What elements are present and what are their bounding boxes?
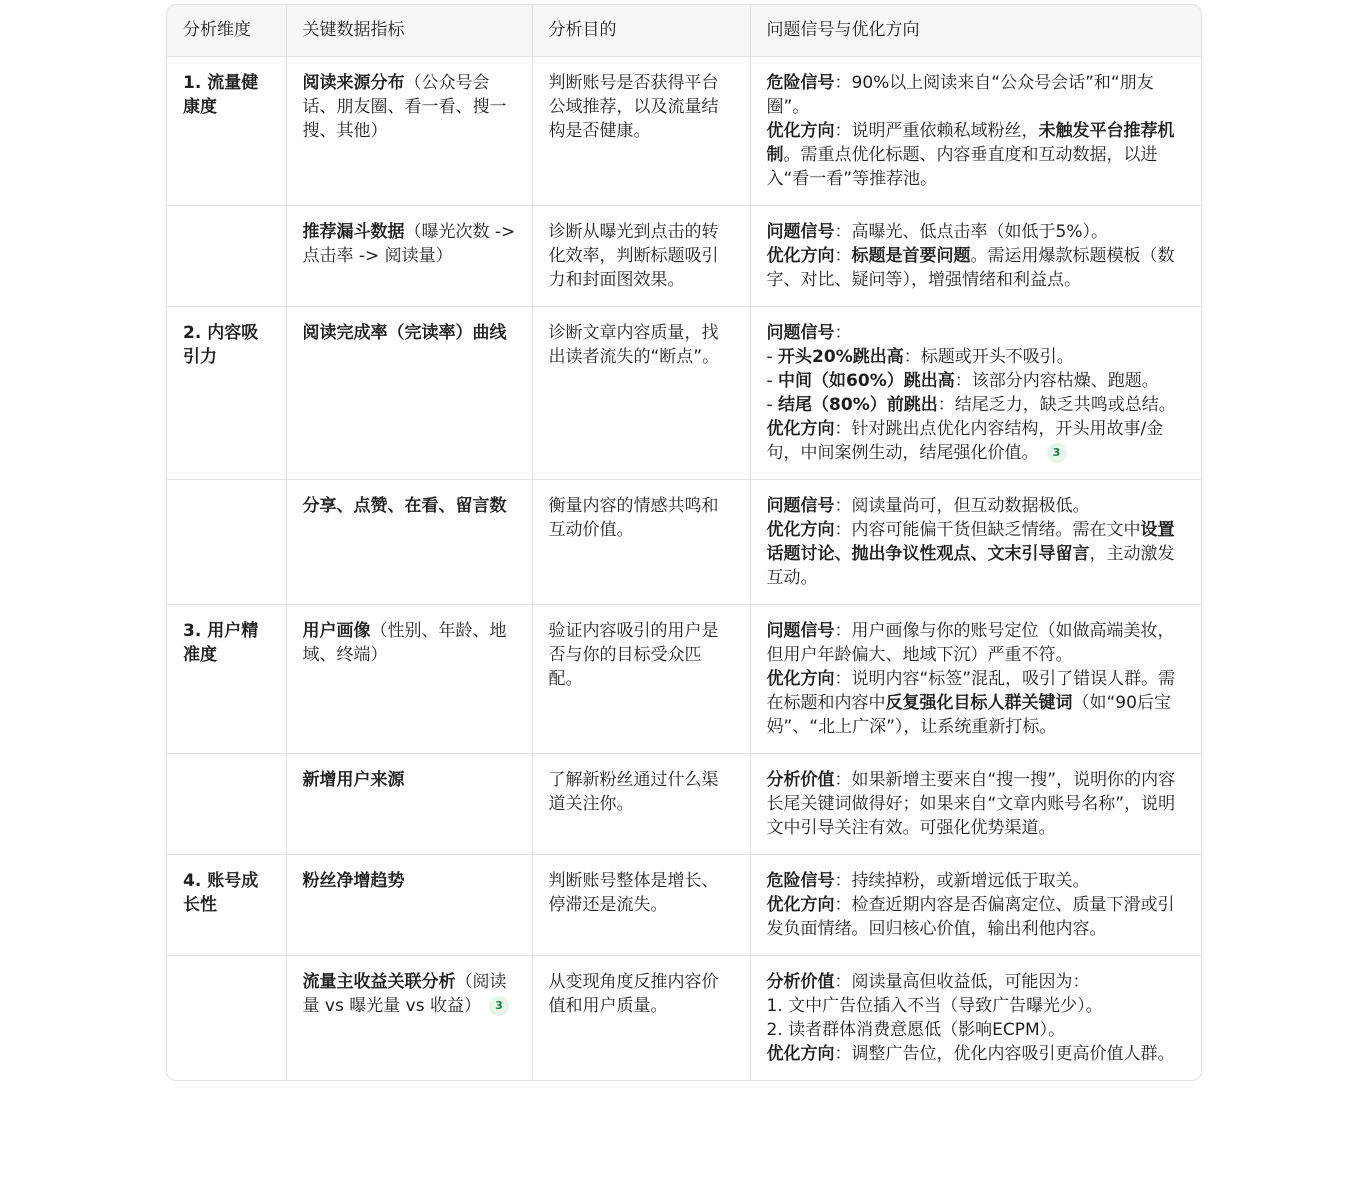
table-body xyxy=(167,56,1201,1080)
signal-text: ，主动激发互动。 xyxy=(766,543,1175,588)
metric-cell xyxy=(286,955,532,1080)
dimension-cell xyxy=(167,56,286,205)
signal-line xyxy=(767,321,1186,345)
signal-keyword: 危险信号 xyxy=(766,870,835,891)
dimension-cell xyxy=(167,604,286,753)
signal-keyword: 优化方向 xyxy=(766,245,835,266)
signal-text: ：针对跳出点优化内容结构，开头用故事/金句，中间案例生动，结尾强化价值。 xyxy=(766,418,1164,463)
metric-name: 流量主收益关联分析 xyxy=(302,971,456,992)
table-row xyxy=(167,854,1201,955)
signal-text: ：阅读量尚可，但互动数据极低。 xyxy=(834,495,1090,516)
metric-name: 分享、点赞、在看、留言数 xyxy=(302,495,507,516)
signal-text: ：检查近期内容是否偏离定位、质量下滑或引发负面情绪。回归核心价值，输出利他内容。 xyxy=(766,894,1175,939)
signal-cell xyxy=(750,205,1201,306)
signal-line xyxy=(767,1018,1186,1042)
dimension-cell xyxy=(167,955,286,1080)
signal-line xyxy=(767,1042,1186,1066)
dimension-cell xyxy=(167,479,286,604)
signal-line xyxy=(767,417,1186,465)
signal-keyword: 分析价值 xyxy=(766,769,835,790)
metric-cell xyxy=(286,306,532,479)
signal-cell xyxy=(750,306,1201,479)
signal-line xyxy=(767,893,1186,941)
signal-cell xyxy=(750,479,1201,604)
citation-badge[interactable]: 3 xyxy=(1047,443,1067,463)
metric-cell xyxy=(286,479,532,604)
signal-text: - xyxy=(766,346,779,367)
signal-text: ：说明严重依赖私域粉丝， xyxy=(834,120,1039,141)
signal-keyword: 优化方向 xyxy=(766,668,835,689)
metric-detail: （阅读量 vs 曝光量 vs 收益） xyxy=(302,971,507,1016)
signal-line xyxy=(767,619,1186,667)
signal-keyword: 问题信号 xyxy=(766,322,835,343)
signal-keyword: 分析价值 xyxy=(766,971,835,992)
signal-keyword: 未触发平台推荐机制 xyxy=(766,120,1175,165)
signal-text: - xyxy=(766,394,779,415)
table-header-row xyxy=(167,5,1201,56)
signal-keyword: 开头20%跳出高 xyxy=(778,346,904,367)
dimension-label: 2. 内容吸引力 xyxy=(183,322,259,367)
metric-cell xyxy=(286,56,532,205)
purpose-cell: 判断账号整体是增长、停滞还是流失。 xyxy=(532,854,750,955)
metric-name: 推荐漏斗数据 xyxy=(302,221,405,242)
signal-text: ：90%以上阅读来自“公众号会话”和“朋友圈”。 xyxy=(766,72,1154,117)
analysis-table-container xyxy=(166,4,1202,1081)
purpose-cell: 判断账号是否获得平台公域推荐，以及流量结构是否健康。 xyxy=(532,56,750,205)
signal-text: - xyxy=(766,370,779,391)
metric-name: 新增用户来源 xyxy=(302,769,405,790)
signal-keyword: 优化方向 xyxy=(766,519,835,540)
signal-line xyxy=(767,494,1186,518)
signal-keyword: 优化方向 xyxy=(766,1043,835,1064)
metric-name: 粉丝净增趋势 xyxy=(302,870,405,891)
signal-line xyxy=(767,369,1186,393)
signal-cell xyxy=(750,56,1201,205)
metric-cell xyxy=(286,753,532,854)
signal-text: ：如果新增主要来自“搜一搜”，说明你的内容长尾关键词做得好；如果来自“文章内账号名称”，说明文中引导关注有效。可强化优势渠道。 xyxy=(766,769,1176,838)
signal-text: ：结尾乏力，缺乏共鸣或总结。 xyxy=(937,394,1176,415)
signal-line xyxy=(767,518,1186,590)
signal-text: （如“90后宝妈”、“北上广深”），让系统重新打标。 xyxy=(766,692,1171,737)
purpose-cell: 了解新粉丝通过什么渠道关注你。 xyxy=(532,753,750,854)
metric-name: 阅读来源分布 xyxy=(302,72,405,93)
table-row xyxy=(167,753,1201,854)
dimension-cell xyxy=(167,854,286,955)
table-row xyxy=(167,604,1201,753)
signal-keyword: 问题信号 xyxy=(766,495,835,516)
metric-cell xyxy=(286,604,532,753)
signal-keyword: 优化方向 xyxy=(766,418,835,439)
signal-keyword: 优化方向 xyxy=(766,894,835,915)
dimension-label: 4. 账号成长性 xyxy=(183,870,259,915)
dimension-label: 3. 用户精准度 xyxy=(183,620,259,665)
purpose-cell: 验证内容吸引的用户是否与你的目标受众匹配。 xyxy=(532,604,750,753)
signal-text: ： xyxy=(834,245,852,266)
signal-cell xyxy=(750,753,1201,854)
signal-line xyxy=(767,970,1186,994)
signal-line xyxy=(767,667,1186,739)
table-row xyxy=(167,479,1201,604)
signal-text: 2. 读者群体消费意愿低（影响ECPM）。 xyxy=(766,1019,1066,1040)
signal-keyword: 结尾（80%）前跳出 xyxy=(778,394,938,415)
signal-text: 1. 文中广告位插入不当（导致广告曝光少）。 xyxy=(766,995,1103,1016)
metric-detail: （性别、年龄、地域、终端） xyxy=(302,620,507,665)
signal-line xyxy=(767,71,1186,119)
purpose-cell: 从变现角度反推内容价值和用户质量。 xyxy=(532,955,750,1080)
metric-name: 用户画像 xyxy=(302,620,371,641)
dimension-cell xyxy=(167,205,286,306)
signal-keyword: 设置话题讨论、抛出争议性观点、文末引导留言 xyxy=(766,519,1175,564)
signal-text: ：阅读量高但收益低，可能因为： xyxy=(834,971,1090,992)
signal-text: ：高曝光、低点击率（如低于5%）。 xyxy=(834,221,1108,242)
purpose-cell: 衡量内容的情感共鸣和互动价值。 xyxy=(532,479,750,604)
dimension-cell xyxy=(167,753,286,854)
signal-cell xyxy=(750,604,1201,753)
signal-keyword: 优化方向 xyxy=(766,120,835,141)
table-row xyxy=(167,306,1201,479)
signal-text: ：用户画像与你的账号定位（如做高端美妆，但用户年龄偏大、地域下沉）严重不符。 xyxy=(766,620,1175,665)
signal-line xyxy=(767,345,1186,369)
dimension-cell xyxy=(167,306,286,479)
signal-keyword: 中间（如60%）跳出高 xyxy=(778,370,955,391)
header-dimension: 分析维度 xyxy=(167,5,286,56)
header-purpose: 分析目的 xyxy=(532,5,750,56)
header-metric: 关键数据指标 xyxy=(286,5,532,56)
metric-cell xyxy=(286,205,532,306)
metric-cell xyxy=(286,854,532,955)
analysis-table xyxy=(167,5,1201,1080)
purpose-cell: 诊断文章内容质量，找出读者流失的“断点”。 xyxy=(532,306,750,479)
signal-line xyxy=(767,220,1186,244)
signal-line xyxy=(767,393,1186,417)
signal-line xyxy=(767,768,1186,840)
table-row xyxy=(167,205,1201,306)
metric-name: 阅读完成率（完读率）曲线 xyxy=(302,322,507,343)
metric-detail: （公众号会话、朋友圈、看一看、搜一搜、其他） xyxy=(302,72,507,141)
signal-line xyxy=(767,119,1186,191)
table-row xyxy=(167,955,1201,1080)
signal-cell xyxy=(750,955,1201,1080)
signal-keyword: 标题是首要问题 xyxy=(851,245,971,266)
signal-keyword: 问题信号 xyxy=(766,221,835,242)
metric-detail: （曝光次数 -> 点击率 -> 阅读量） xyxy=(302,221,516,266)
dimension-label: 1. 流量健康度 xyxy=(183,72,259,117)
signal-text: ：该部分内容枯燥、跑题。 xyxy=(954,370,1159,391)
purpose-cell: 诊断从曝光到点击的转化效率，判断标题吸引力和封面图效果。 xyxy=(532,205,750,306)
signal-line xyxy=(767,869,1186,893)
signal-line xyxy=(767,994,1186,1018)
signal-keyword: 危险信号 xyxy=(766,72,835,93)
signal-text: ： xyxy=(834,322,852,343)
signal-text: 。需运用爆款标题模板（数字、对比、疑问等），增强情绪和利益点。 xyxy=(766,245,1175,290)
signal-text: ：持续掉粉，或新增远低于取关。 xyxy=(834,870,1090,891)
signal-text: 。需重点优化标题、内容垂直度和互动数据，以进入“看一看”等推荐池。 xyxy=(766,144,1158,189)
signal-text: ：标题或开头不吸引。 xyxy=(903,346,1074,367)
table-row xyxy=(167,56,1201,205)
signal-text: ：说明内容“标签”混乱，吸引了错误人群。需在标题和内容中 xyxy=(766,668,1176,713)
signal-line xyxy=(767,244,1186,292)
signal-keyword: 反复强化目标人群关键词 xyxy=(885,692,1073,713)
citation-badge[interactable]: 3 xyxy=(489,996,509,1016)
signal-keyword: 问题信号 xyxy=(766,620,835,641)
signal-cell xyxy=(750,854,1201,955)
signal-text: ：内容可能偏干货但缺乏情绪。需在文中 xyxy=(834,519,1141,540)
header-signal: 问题信号与优化方向 xyxy=(750,5,1201,56)
signal-text: ：调整广告位，优化内容吸引更高价值人群。 xyxy=(834,1043,1175,1064)
